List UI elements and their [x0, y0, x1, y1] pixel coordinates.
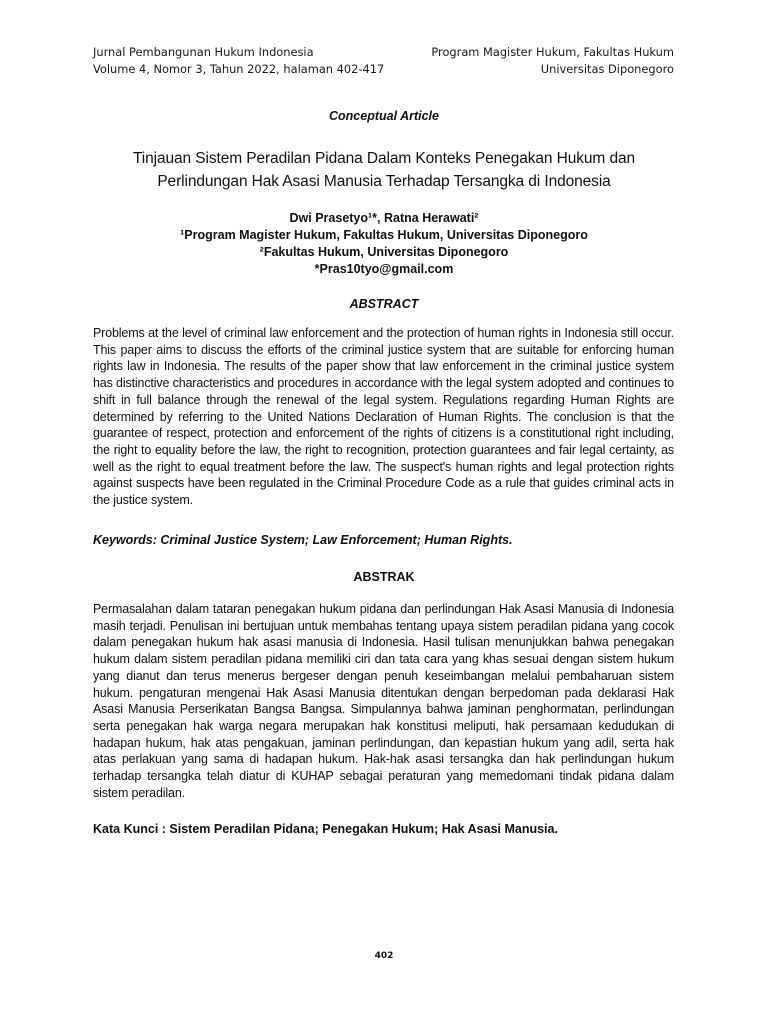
author-email: *Pras10tyo@gmail.com: [314, 262, 454, 276]
university-name: Universitas Diponegoro: [540, 62, 674, 76]
author-names: Dwi Prasetyo¹*, Ratna Herawati²: [289, 211, 479, 225]
header-left: [93, 44, 384, 78]
abstrak-heading: ABSTRAK: [353, 570, 415, 584]
abstract-text: Problems at the level of criminal law enforcement and the protection of human rights in Indonesia still occur. This paper aims to discuss the efforts of the criminal justice system that are suitable for enforcing human rights law in Indonesia. The results of the paper show that law enforcement in the criminal justice system has distinctive characteristics and procedures in accordance with the legal system adopted and continues to shift in full balance through the renewal of the legal system. Regulations regarding Human Rights are determined by referring to the United Nations Declaration of Human Rights. The conclusion is that the guarantee of respect, protection and enforcement of the rights of citizens is a constitutional right including, the right to equality before the law, the right to recognition, protection guarantees and fair legal certainty, as well as the right to equal treatment before the law. The suspect's human rights and legal protection rights against suspects have been regulated in the Criminal Procedure Code as a rule that guides criminal acts in the justice system.: [93, 326, 674, 508]
journal-volume: Volume 4, Nomor 3, Tahun 2022, halaman 402-417: [93, 62, 385, 76]
author-block: [0, 210, 768, 278]
affiliation-2: ²Fakultas Hukum, Universitas Diponegoro: [259, 245, 509, 259]
title-line-2: Perlindungan Hak Asasi Manusia Terhadap Tersangka di Indonesia: [157, 173, 611, 190]
article-type: Conceptual Article: [329, 109, 439, 123]
title-line-1: Tinjauan Sistem Peradilan Pidana Dalam Konteks Penegakan Hukum dan: [132, 150, 636, 167]
paper-title: [0, 147, 768, 193]
abstract-heading: ABSTRACT: [349, 297, 419, 311]
header-right: [431, 44, 674, 78]
abstrak-text: Permasalahan dalam tataran penegakan hukum pidana dan perlindungan Hak Asasi Manusia di Indonesia masih terjadi. Penulisan ini bertujuan untuk membahas tentang upaya sistem peradilan pidana yang cocok dalam penegakan hukum hak asasi manusia di Indonesia. Hasil tulisan menunjukkan bahwa penegakan hukum dalam sistem peradilan pidana memiliki ciri dan tata cara yang khas sesuai dengan sistem hukum yang dianut dan terus menerus bergeser dengan penuh keseimbangan melalui pembaharuan sistem hukum. pengaturan mengenai Hak Asasi Manusia ditentukan dengan berpedoman pada deklarasi Hak Asasi Manusia Perserikatan Bangsa Bangsa. Simpulannya bahwa jaminan penghormatan, perlindungan serta penegakan hak warga negara merupakan hak konstitusi meliputi, hak persamaan kedudukan di hadapan hukum, hak atas pengakuan, jaminan perlindungan, dan kepastian hukum yang adil, serta hak atas perlakuan yang sama di hadapan hukum. Hak-hak asasi tersangka dan hak perlindungan hukum terhadap tersangka telah diatur di KUHAP sebagai peraturan yang memedomani tindak pidana dalam sistem peradilan.: [93, 602, 674, 800]
keywords-indonesian: Kata Kunci : Sistem Peradilan Pidana; Penegakan Hukum; Hak Asasi Manusia.: [93, 822, 558, 836]
program-name: Program Magister Hukum, Fakultas Hukum: [431, 45, 674, 59]
journal-name: Jurnal Pembangunan Hukum Indonesia: [93, 45, 314, 59]
affiliation-1: ¹Program Magister Hukum, Fakultas Hukum, Universitas Diponegoro: [180, 228, 588, 242]
page-number: 402: [374, 951, 394, 961]
keywords-english: Keywords: Criminal Justice System; Law Enforcement; Human Rights.: [93, 533, 513, 547]
